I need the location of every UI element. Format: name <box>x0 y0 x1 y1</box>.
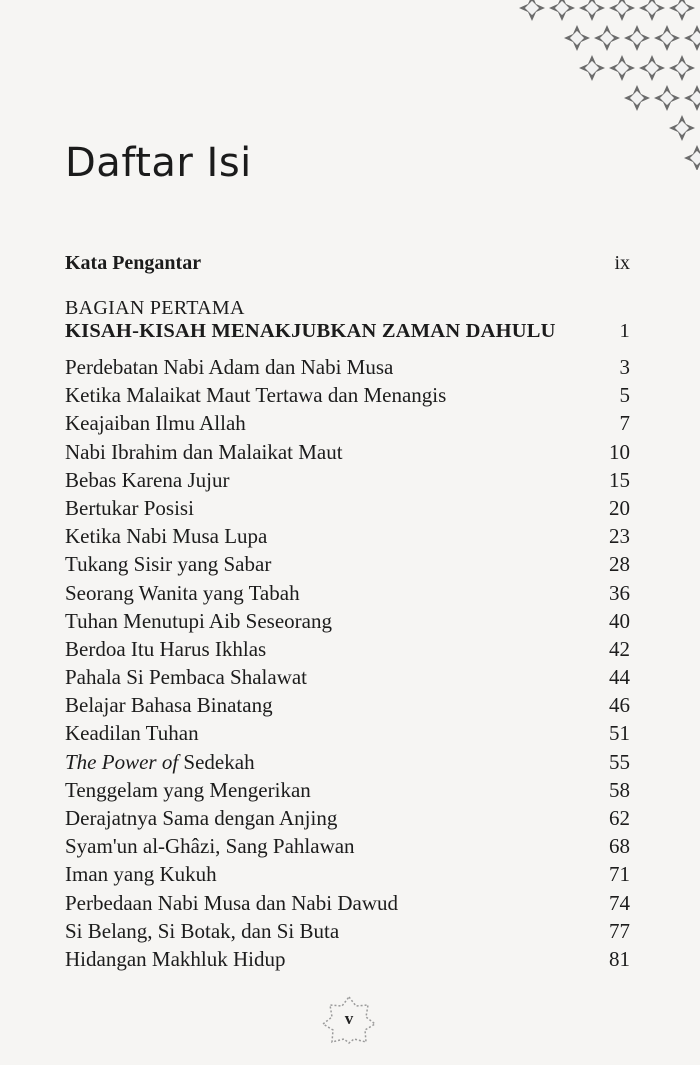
entry-title: Hidangan Makhluk Hidup <box>65 946 286 971</box>
entry-page: 7 <box>619 411 630 436</box>
entry-page: 81 <box>609 946 630 971</box>
entry-title: Tuhan Menutupi Aib Seseorang <box>65 608 332 633</box>
toc-entry <box>65 494 630 522</box>
entry-page: 28 <box>609 552 630 577</box>
entry-title: Ketika Nabi Musa Lupa <box>65 524 268 549</box>
entry-page: 40 <box>609 608 630 633</box>
toc-entry <box>65 663 630 691</box>
toc-entry <box>65 748 630 776</box>
entry-title: Bebas Karena Jujur <box>65 467 230 492</box>
entry-page: 68 <box>609 834 630 859</box>
section-heading-page: 1 <box>619 320 630 342</box>
entry-title: Ketika Malaikat Maut Tertawa dan Menangis <box>65 383 447 408</box>
toc-entry <box>65 579 630 607</box>
section-heading-title: KISAH-KISAH MENAKJUBKAN ZAMAN DAHULU <box>65 320 556 342</box>
toc-entry <box>65 832 630 860</box>
entry-title: Syam'un al-Ghâzi, Sang Pahlawan <box>65 834 355 859</box>
page-number-ornament <box>322 996 376 1044</box>
entry-title: Perdebatan Nabi Adam dan Nabi Musa <box>65 355 394 379</box>
page-title: Daftar Isi <box>65 140 252 186</box>
entry-title: Bertukar Posisi <box>65 495 194 520</box>
entry-page: 51 <box>609 721 630 746</box>
toc-entry <box>65 466 630 494</box>
entry-title <box>65 748 255 776</box>
page-number: v <box>344 1009 354 1028</box>
entry-page: 36 <box>609 580 630 605</box>
entry-page: 42 <box>609 636 630 661</box>
entry-title: Perbedaan Nabi Musa dan Nabi Dawud <box>65 890 398 915</box>
entry-page: 74 <box>609 890 630 915</box>
entry-title: Berdoa Itu Harus Ikhlas <box>65 636 267 661</box>
entry-page: ix <box>614 252 630 274</box>
entry-page: 46 <box>609 693 630 718</box>
entry-title: Keajaiban Ilmu Allah <box>65 411 246 436</box>
toc-entry <box>65 691 630 719</box>
entry-page: 71 <box>609 862 630 887</box>
entry-title-italic: The Power of <box>65 749 179 774</box>
entry-title: Si Belang, Si Botak, dan Si Buta <box>65 918 340 943</box>
toc-entry <box>65 917 630 945</box>
entry-title-rest: Sedekah <box>178 749 255 774</box>
toc-entry <box>65 550 630 578</box>
entry-page: 77 <box>609 918 630 943</box>
toc-entry <box>65 438 630 466</box>
entry-title: Seorang Wanita yang Tabah <box>65 580 300 605</box>
entry-title: Iman yang Kukuh <box>65 862 217 887</box>
toc-entry <box>65 719 630 747</box>
entry-page: 55 <box>609 749 630 774</box>
entry-page: 44 <box>609 665 630 690</box>
entry-title: Nabi Ibrahim dan Malaikat Maut <box>65 439 343 464</box>
toc-entry <box>65 635 630 663</box>
entry-page: 15 <box>609 467 630 492</box>
section-label: BAGIAN PERTAMA <box>65 297 245 319</box>
entry-title: Kata Pengantar <box>65 252 202 274</box>
toc-entry-kata-pengantar <box>65 252 630 280</box>
entry-title: Belajar Bahasa Binatang <box>65 693 273 718</box>
toc-list <box>0 353 700 973</box>
entry-title: Tenggelam yang Mengerikan <box>65 777 311 802</box>
toc-entry <box>65 889 630 917</box>
toc-entry <box>65 607 630 635</box>
geometric-ornament-icon <box>450 0 700 170</box>
toc-entry <box>65 945 630 973</box>
entry-page: 58 <box>609 777 630 802</box>
entry-title: Pahala Si Pembaca Shalawat <box>65 665 308 690</box>
toc-entry <box>65 776 630 804</box>
toc-entry <box>65 409 630 437</box>
entry-page: 5 <box>619 383 630 408</box>
toc-entry <box>65 860 630 888</box>
entry-page: 10 <box>609 439 630 464</box>
toc-entry <box>65 804 630 832</box>
entry-title: Keadilan Tuhan <box>65 721 199 746</box>
entry-title: Derajatnya Sama dengan Anjing <box>65 806 338 830</box>
section-heading <box>65 320 630 348</box>
toc-entry <box>65 522 630 550</box>
toc-entry <box>65 381 630 409</box>
entry-page: 62 <box>609 806 630 830</box>
entry-page: 23 <box>609 524 630 549</box>
toc-entry <box>65 353 630 381</box>
entry-page: 20 <box>609 495 630 520</box>
entry-page: 3 <box>619 355 630 379</box>
entry-title: Tukang Sisir yang Sabar <box>65 552 272 577</box>
